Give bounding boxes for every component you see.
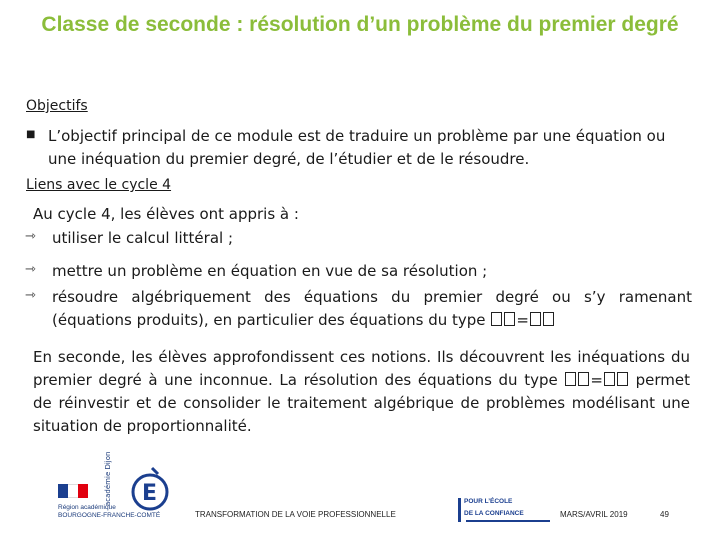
equation-placeholder: = xyxy=(490,309,555,332)
dash-bullet-icon: ⇾ xyxy=(25,229,36,244)
french-republic-flag-icon xyxy=(58,484,88,498)
liens-item-1: utiliser le calcul littéral ; xyxy=(52,229,234,247)
liens-item-3-text: résoudre algébriquement des équations du premier degré ou s’y ramenant (équations produits), en particulier des équations du type xyxy=(52,288,692,329)
liens-heading: Liens avec le cycle 4 xyxy=(26,177,172,193)
svg-text:E: E xyxy=(142,481,158,506)
seconde-text-1: En seconde, les élèves approfondissent ces notions. Ils découvrent les inéquations du premier degré à une inconnue. La résolution des équations du type xyxy=(33,348,690,389)
academie-label: académie Dijon xyxy=(104,451,112,506)
region-logo-text: Région académique BOURGOGNE-FRANCHE-COMTÉ xyxy=(58,504,161,519)
dash-bullet-icon: ⇾ xyxy=(25,262,36,277)
footer-date: MARS/AVRIL 2019 xyxy=(560,510,628,519)
liens-item-3 xyxy=(52,286,692,332)
page-number: 49 xyxy=(660,510,669,519)
square-bullet-icon: ■ xyxy=(26,129,36,140)
ecole-confiance-logo: POUR L’ÉCOLE DE LA CONFIANCE xyxy=(458,496,558,524)
education-logo-icon xyxy=(130,466,170,512)
objectifs-heading: Objectifs xyxy=(26,98,88,114)
liens-intro: Au cycle 4, les élèves ont appris à : xyxy=(33,205,299,223)
objectifs-text: L’objectif principal de ce module est de traduire un problème par une équation ou une inéquation du premier degré, de l’étudier et de le résoudre. xyxy=(48,127,666,168)
liens-item-2: mettre un problème en équation en vue de sa résolution ; xyxy=(52,262,488,280)
equation-placeholder: = xyxy=(564,369,629,392)
page-title: Classe de seconde : résolution d’un problème du premier degré xyxy=(41,13,679,36)
footer-center-text: TRANSFORMATION DE LA VOIE PROFESSIONNELLE xyxy=(195,510,396,519)
dash-bullet-icon: ⇾ xyxy=(25,288,36,303)
seconde-paragraph xyxy=(33,346,690,438)
seconde-text-2: permet de réinvestir et de consolider le traitement algébrique de problèmes modélisant une situation de proportionnalité. xyxy=(33,371,690,435)
